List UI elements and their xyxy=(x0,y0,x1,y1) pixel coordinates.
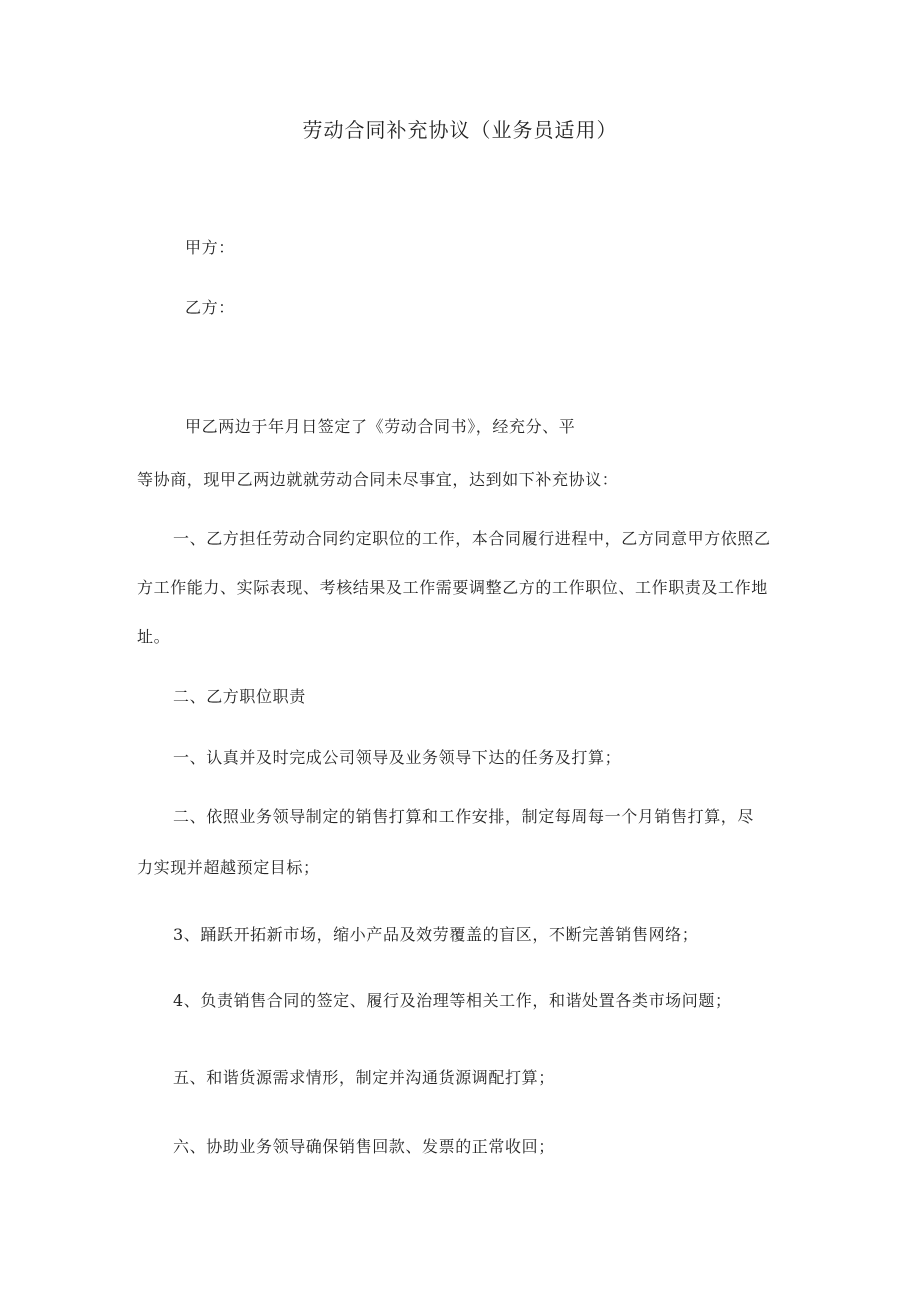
intro-line-2: 等协商，现甲乙两边就就劳动合同未尽事宜，达到如下补充协议： xyxy=(137,470,619,489)
duty-2-line-2: 力实现并超越预定目标； xyxy=(137,858,320,877)
party-b-label: 乙方： xyxy=(185,298,235,317)
clause2-heading: 二、乙方职位职责 xyxy=(173,687,306,706)
duty-1: 一、认真并及时完成公司领导及业务领导下达的任务及打算； xyxy=(173,748,622,767)
duty-6: 六、协助业务领导确保销售回款、发票的正常收回； xyxy=(173,1137,555,1156)
duty-3: 3、踊跃开拓新市场，缩小产品及效劳覆盖的盲区，不断完善销售网络； xyxy=(173,925,699,944)
duty-5: 五、和谐货源需求情形，制定并沟通货源调配打算； xyxy=(173,1068,555,1087)
intro-line-1: 甲乙两边于年月日签定了《劳动合同书》，经充分、平 xyxy=(185,417,576,436)
party-a-label: 甲方： xyxy=(185,238,235,257)
document-title: 劳动合同补充协议（业务员适用） xyxy=(302,118,618,142)
clause1-line-1: 一、乙方担任劳动合同约定职位的工作，本合同履行进程中，乙方同意甲方依照乙 xyxy=(173,529,771,548)
clause1-line-2: 方工作能力、实际表现、考核结果及工作需要调整乙方的工作职位、工作职责及工作地 xyxy=(137,578,768,597)
duty-2-line-1: 二、依照业务领导制定的销售打算和工作安排，制定每周每一个月销售打算，尽 xyxy=(173,807,755,826)
duty-4: 4、负责销售合同的签定、履行及治理等相关工作，和谐处置各类市场问题； xyxy=(173,991,732,1010)
clause1-line-3: 址。 xyxy=(137,627,171,646)
